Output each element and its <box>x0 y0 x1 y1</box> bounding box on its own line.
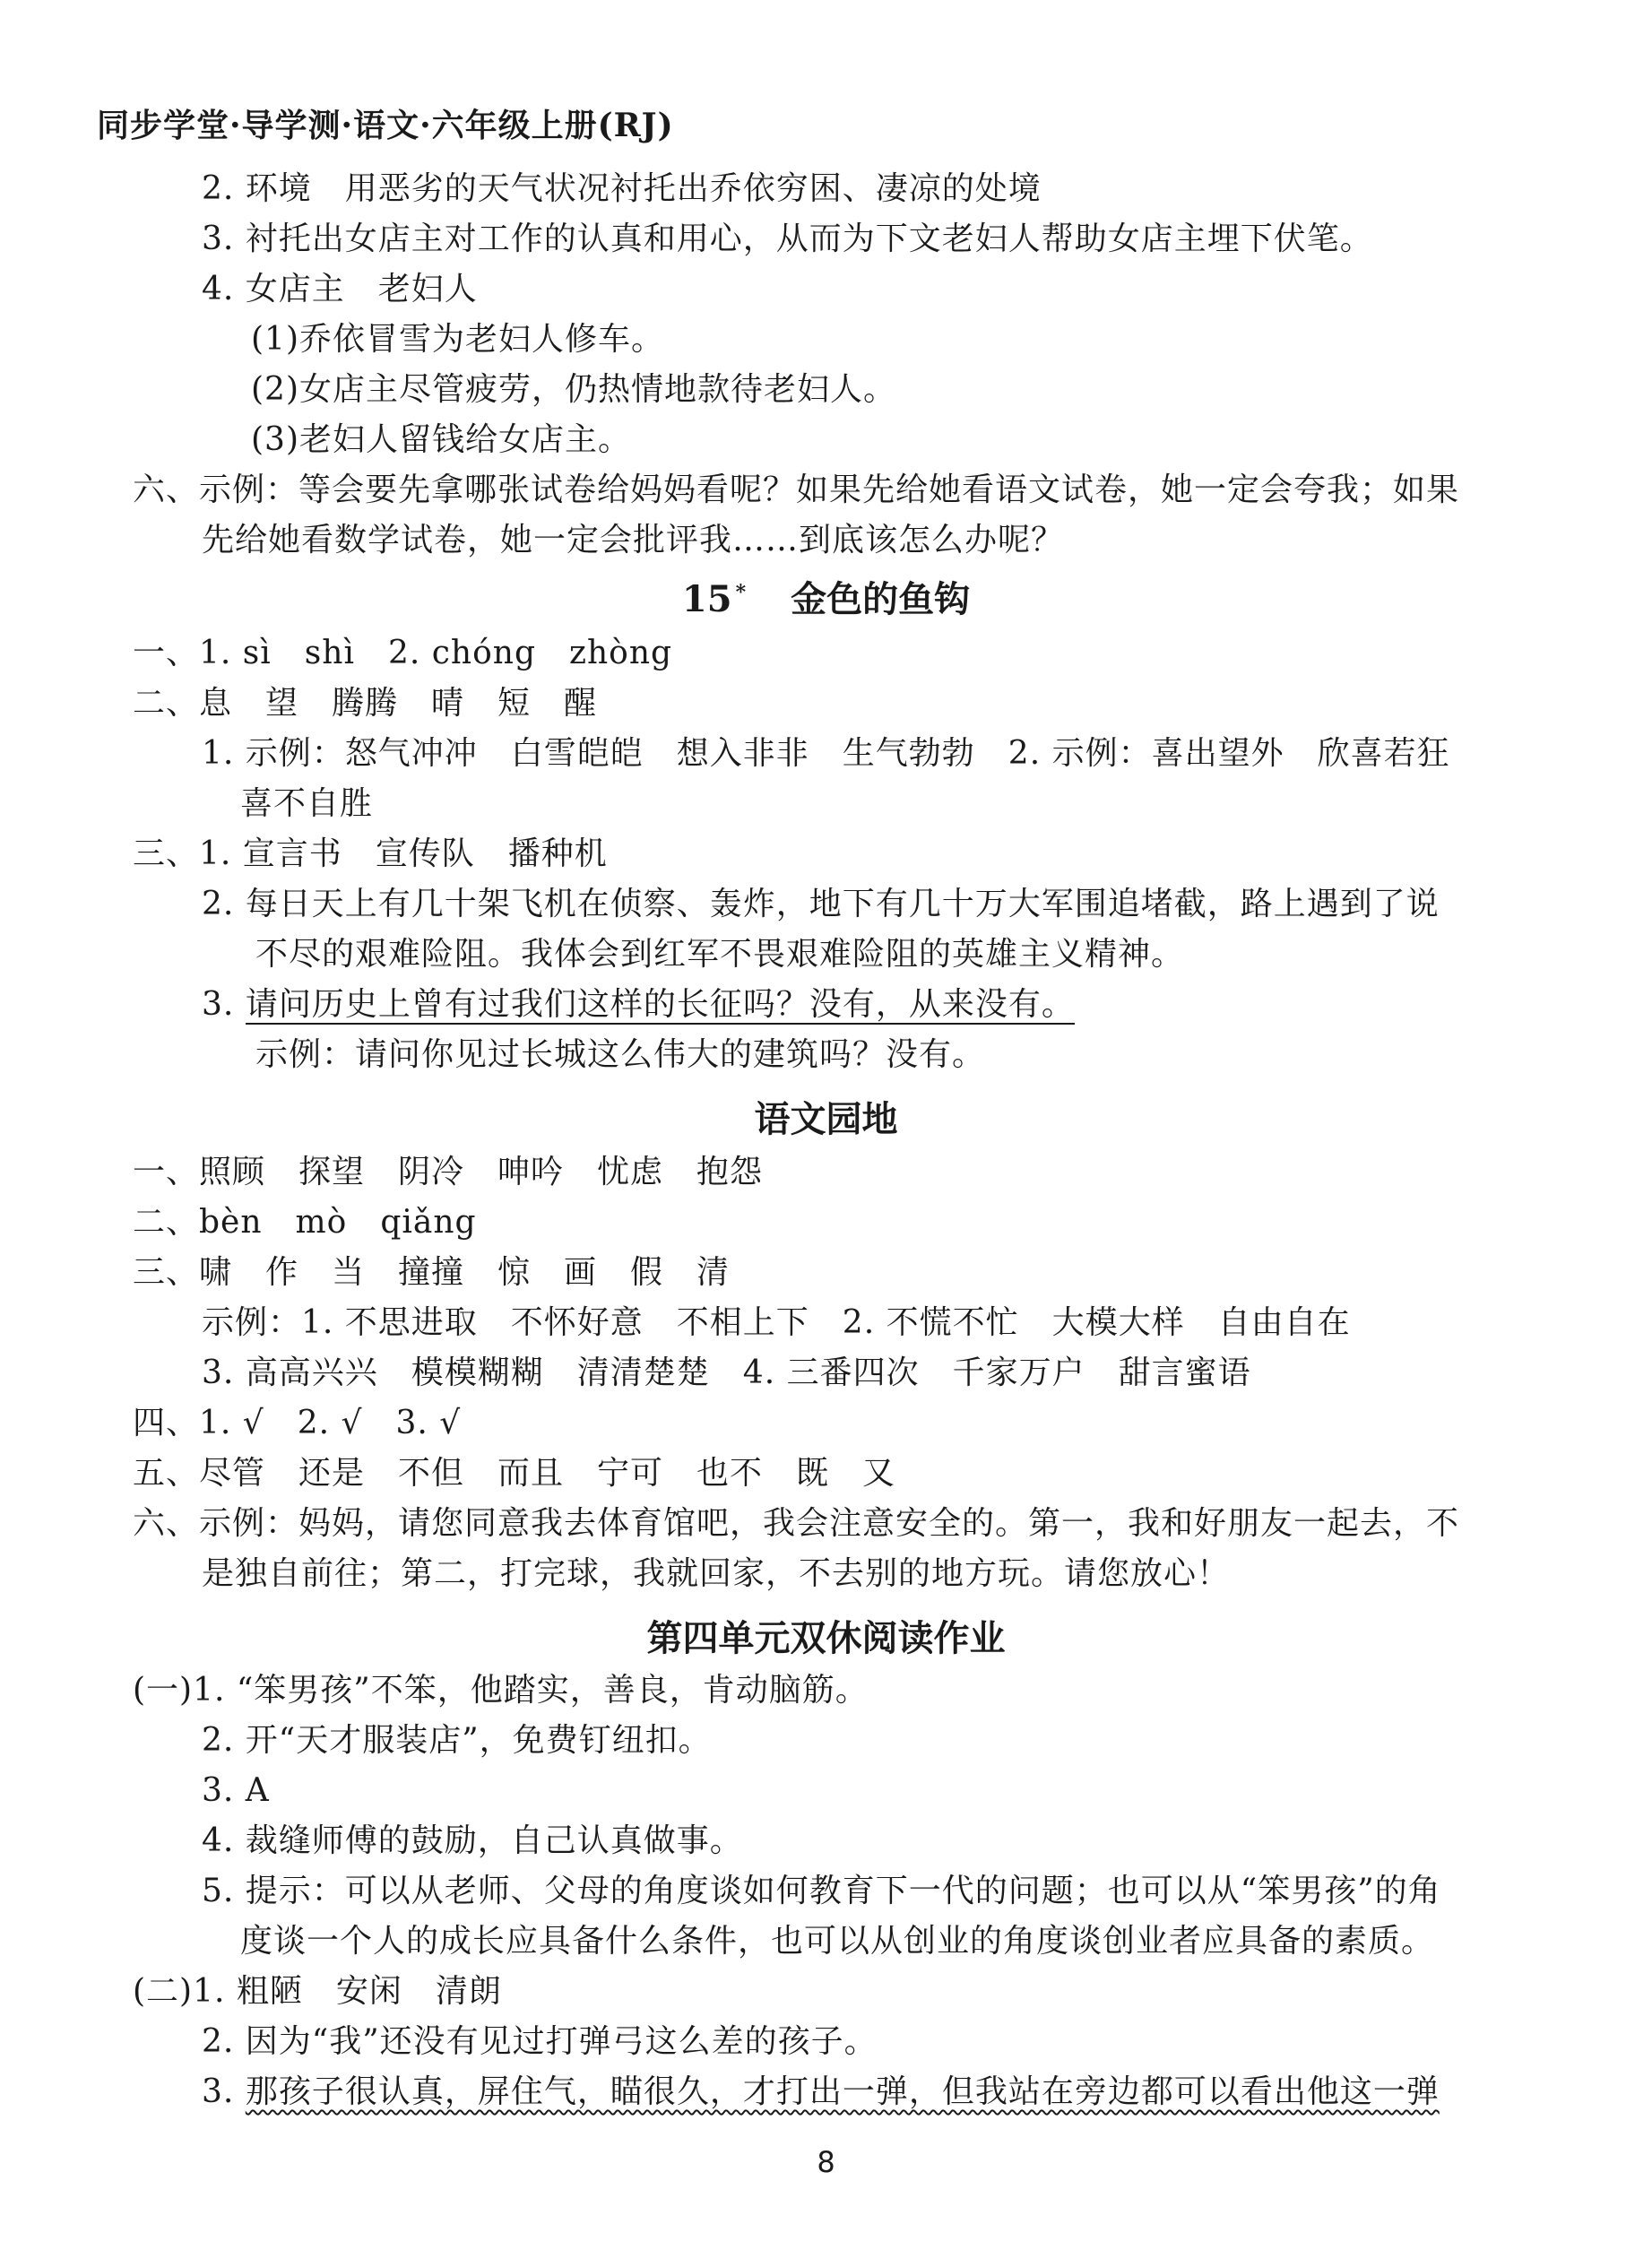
answer-line: 3. 高高兴兴 模模糊糊 清清楚楚 4. 三番四次 千家万户 甜言蜜语 <box>202 1354 1251 1391</box>
answer-line: 六、示例：等会要先拿哪张试卷给妈妈看呢？如果先给她看语文试卷，她一定会夸我；如果 <box>133 472 1460 508</box>
answer-line: 二、bèn mò qiǎng <box>133 1204 477 1241</box>
answer-line: 度谈一个人的成长应具备什么条件，也可以从创业的角度谈创业者应具备的素质。 <box>240 1923 1435 1960</box>
answer-line: 3. A <box>202 1772 270 1809</box>
answer-line: 三、1. 宣言书 宣传队 播种机 <box>133 835 608 872</box>
answer-line: (二)1. 粗陋 安闲 清朗 <box>133 1973 502 2010</box>
answer-line: 5. 提示：可以从老师、父母的角度谈如何教育下一代的问题；也可以从“笨男孩”的角 <box>202 1873 1441 1909</box>
running-header: 同步学堂·导学测·语文·六年级上册(RJ) <box>97 107 674 144</box>
lesson-name: 金色的鱼钩 <box>791 578 971 620</box>
answer-line: 2. 环境 用恶劣的天气状况衬托出乔依穷困、凄凉的处境 <box>202 170 1042 207</box>
answer-line: (1)乔依冒雪为老妇人修车。 <box>251 321 664 358</box>
answer-line: 三、啸 作 当 撞撞 惊 画 假 清 <box>133 1254 731 1291</box>
answer-line: (3)老妇人留钱给女店主。 <box>251 421 631 458</box>
answer-line: 是独自前往；第二，打完球，我就回家，不去别的地方玩。请您放心！ <box>202 1555 1231 1592</box>
page-number: 8 <box>817 2145 835 2179</box>
answer-line <box>202 2071 1440 2114</box>
item-number: 3. <box>202 2073 235 2110</box>
answer-line: 4. 女店主 老妇人 <box>202 271 478 307</box>
answer-line: 先给她看数学试卷，她一定会批评我……到底该怎么办呢？ <box>202 522 1065 558</box>
underlined-sentence: 请问历史上曾有过我们这样的长征吗？没有，从来没有。 <box>245 986 1075 1023</box>
answer-line: 不尽的艰难险阻。我体会到红军不畏艰难险阻的英雄主义精神。 <box>255 936 1185 973</box>
answer-line: (一)1. “笨男孩”不笨，他踏实，善良，肯动脑筋。 <box>133 1672 869 1709</box>
answer-line: 3. 衬托出女店主对工作的认真和用心，从而为下文老妇人帮助女店主埋下伏笔。 <box>202 221 1373 257</box>
answer-line: 示例：1. 不思进取 不怀好意 不相上下 2. 不慌不忙 大模大样 自由自在 <box>202 1304 1351 1341</box>
answer-line: 2. 开“天才服装店”，免费钉纽扣。 <box>202 1722 712 1759</box>
answer-line <box>202 983 1075 1026</box>
lesson-number: 15 <box>681 578 732 620</box>
section-title: 第四单元双休阅读作业 <box>646 1617 1006 1659</box>
answer-line: 2. 每日天上有几十架飞机在侦察、轰炸，地下有几十万大军围追堵截，路上遇到了说 <box>202 886 1440 922</box>
answer-line: 2. 因为“我”还没有见过打弹弓这么差的孩子。 <box>202 2023 878 2060</box>
answer-line: 示例：请问你见过长城这么伟大的建筑吗？没有。 <box>255 1036 986 1073</box>
answer-line: (2)女店主尽管疲劳，仍热情地款待老妇人。 <box>251 371 896 408</box>
lesson-title <box>0 571 1652 622</box>
answer-line: 五、尽管 还是 不但 而且 宁可 也不 既 又 <box>133 1455 896 1492</box>
answer-line: 一、照顾 探望 阴冷 呻吟 忧虑 抱怨 <box>133 1154 764 1190</box>
answer-line: 喜不自胜 <box>240 785 374 822</box>
item-number: 3. <box>202 986 235 1023</box>
answer-line: 1. 示例：怒气冲冲 白雪皑皑 想入非非 生气勃勃 2. 示例：喜出望外 欣喜若狂 <box>202 735 1450 772</box>
section-title: 语文园地 <box>754 1098 898 1140</box>
lesson-mark: * <box>735 580 747 604</box>
answer-line: 二、息 望 腾腾 晴 短 醒 <box>133 685 598 722</box>
wavy-underlined-sentence: 那孩子很认真，屏住气，瞄很久，才打出一弹，但我站在旁边都可以看出他这一弹 <box>245 2073 1440 2110</box>
answer-line: 一、1. sì shì 2. chóng zhòng <box>133 635 673 671</box>
answer-line: 四、1. √ 2. √ 3. √ <box>133 1405 462 1441</box>
answer-line: 4. 裁缝师傅的鼓励，自己认真做事。 <box>202 1822 743 1859</box>
answer-line: 六、示例：妈妈，请您同意我去体育馆吧，我会注意安全的。第一，我和好朋友一起去，不 <box>133 1505 1460 1542</box>
